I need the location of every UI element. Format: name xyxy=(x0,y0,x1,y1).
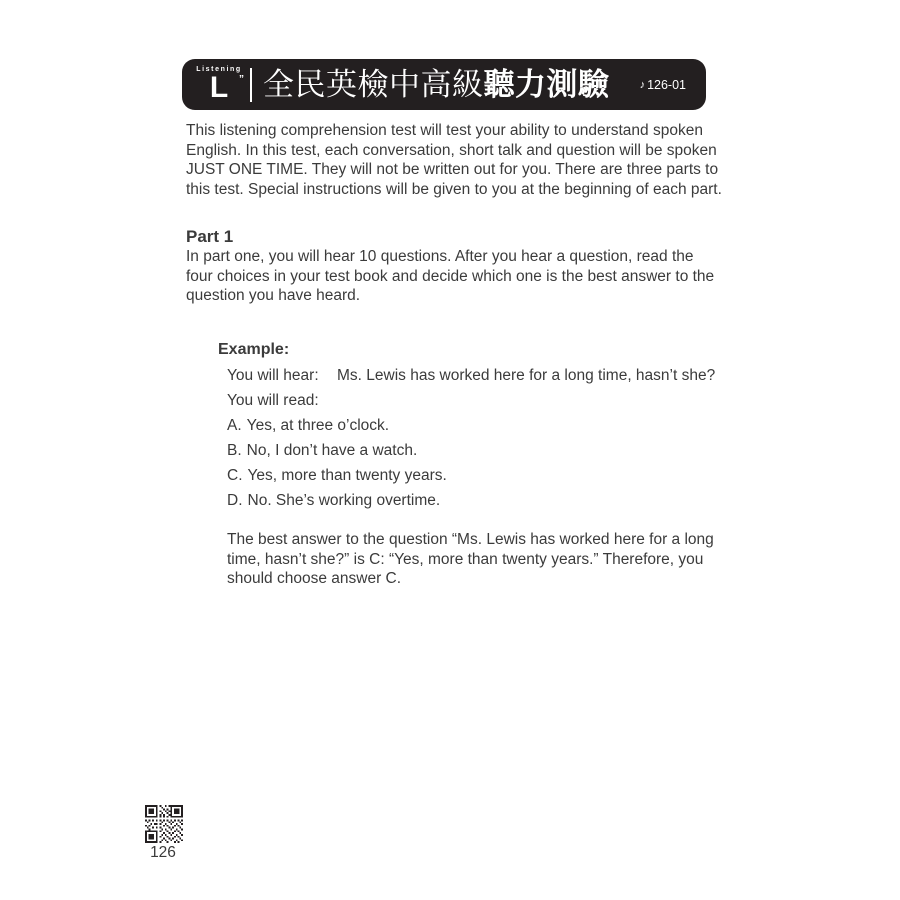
example-block xyxy=(227,366,715,516)
music-note-icon: ♪ xyxy=(639,78,646,91)
choice-text: Yes, more than twenty years. xyxy=(247,467,447,484)
text-line: English. In this test, each conversation, short talk and question will be spoken xyxy=(186,141,717,159)
text-line: question you have heard. xyxy=(186,287,361,304)
choice-letter: C. xyxy=(227,467,243,484)
you-will-read-label: You will read: xyxy=(227,392,319,409)
listening-logo-letter: L xyxy=(209,71,229,105)
part1-heading: Part 1 xyxy=(186,227,234,246)
you-will-hear-row xyxy=(227,366,715,386)
chapter-header-banner xyxy=(182,59,706,110)
page-number: 126 xyxy=(150,844,176,861)
text-line: four choices in your test book and decide which one is the best answer to the xyxy=(186,267,715,285)
choice-letter: A. xyxy=(227,417,242,434)
text-line: time, hasn’t she?” is C: “Yes, more than twenty years.” Therefore, you xyxy=(227,550,704,568)
chapter-title-bold: 聽力測驗 xyxy=(483,67,610,102)
text-line: In part one, you will hear 10 questions. After you hear a question, read the xyxy=(186,248,694,265)
chapter-title-regular: 全民英檢中高級 xyxy=(263,67,484,102)
text-line: this test. Special instructions will be given to you at the beginning of each part. xyxy=(186,180,722,198)
banner-divider xyxy=(250,68,252,102)
listening-logo xyxy=(191,66,247,103)
text-line: JUST ONE TIME. They will not be written out for you. There are three parts to xyxy=(186,161,719,178)
listening-logo-label: Listening xyxy=(196,66,242,74)
part1-paragraph xyxy=(186,247,714,306)
chapter-title xyxy=(263,69,610,100)
audio-track-number: 126-01 xyxy=(647,77,686,92)
intro-paragraph xyxy=(186,121,722,199)
example-heading: Example: xyxy=(218,341,290,358)
text-line: should choose answer C. xyxy=(227,570,402,587)
text-line: This listening comprehension test will test your ability to understand spoken xyxy=(186,122,703,139)
text-line: The best answer to the question “Ms. Lewis has worked here for a long xyxy=(227,531,714,548)
choice-letter: B. xyxy=(227,442,242,459)
logo-accent-mark: ” xyxy=(239,74,244,86)
choice-text: No. She’s working overtime. xyxy=(247,492,441,509)
audio-track-label xyxy=(640,78,686,92)
choice-row-b xyxy=(227,441,715,461)
heard-question-text: Ms. Lewis has worked here for a long time, hasn’t she? xyxy=(337,367,716,384)
choice-text: No, I don’t have a watch. xyxy=(246,442,418,459)
qr-code xyxy=(145,805,183,843)
choice-row-c xyxy=(227,466,715,486)
choice-letter: D. xyxy=(227,492,243,509)
choice-text: Yes, at three o’clock. xyxy=(246,417,390,434)
choice-row-a xyxy=(227,416,715,436)
choice-row-d xyxy=(227,491,715,511)
you-will-hear-label: You will hear: xyxy=(227,367,319,384)
you-will-read-row xyxy=(227,391,715,411)
answer-explanation xyxy=(227,530,714,589)
